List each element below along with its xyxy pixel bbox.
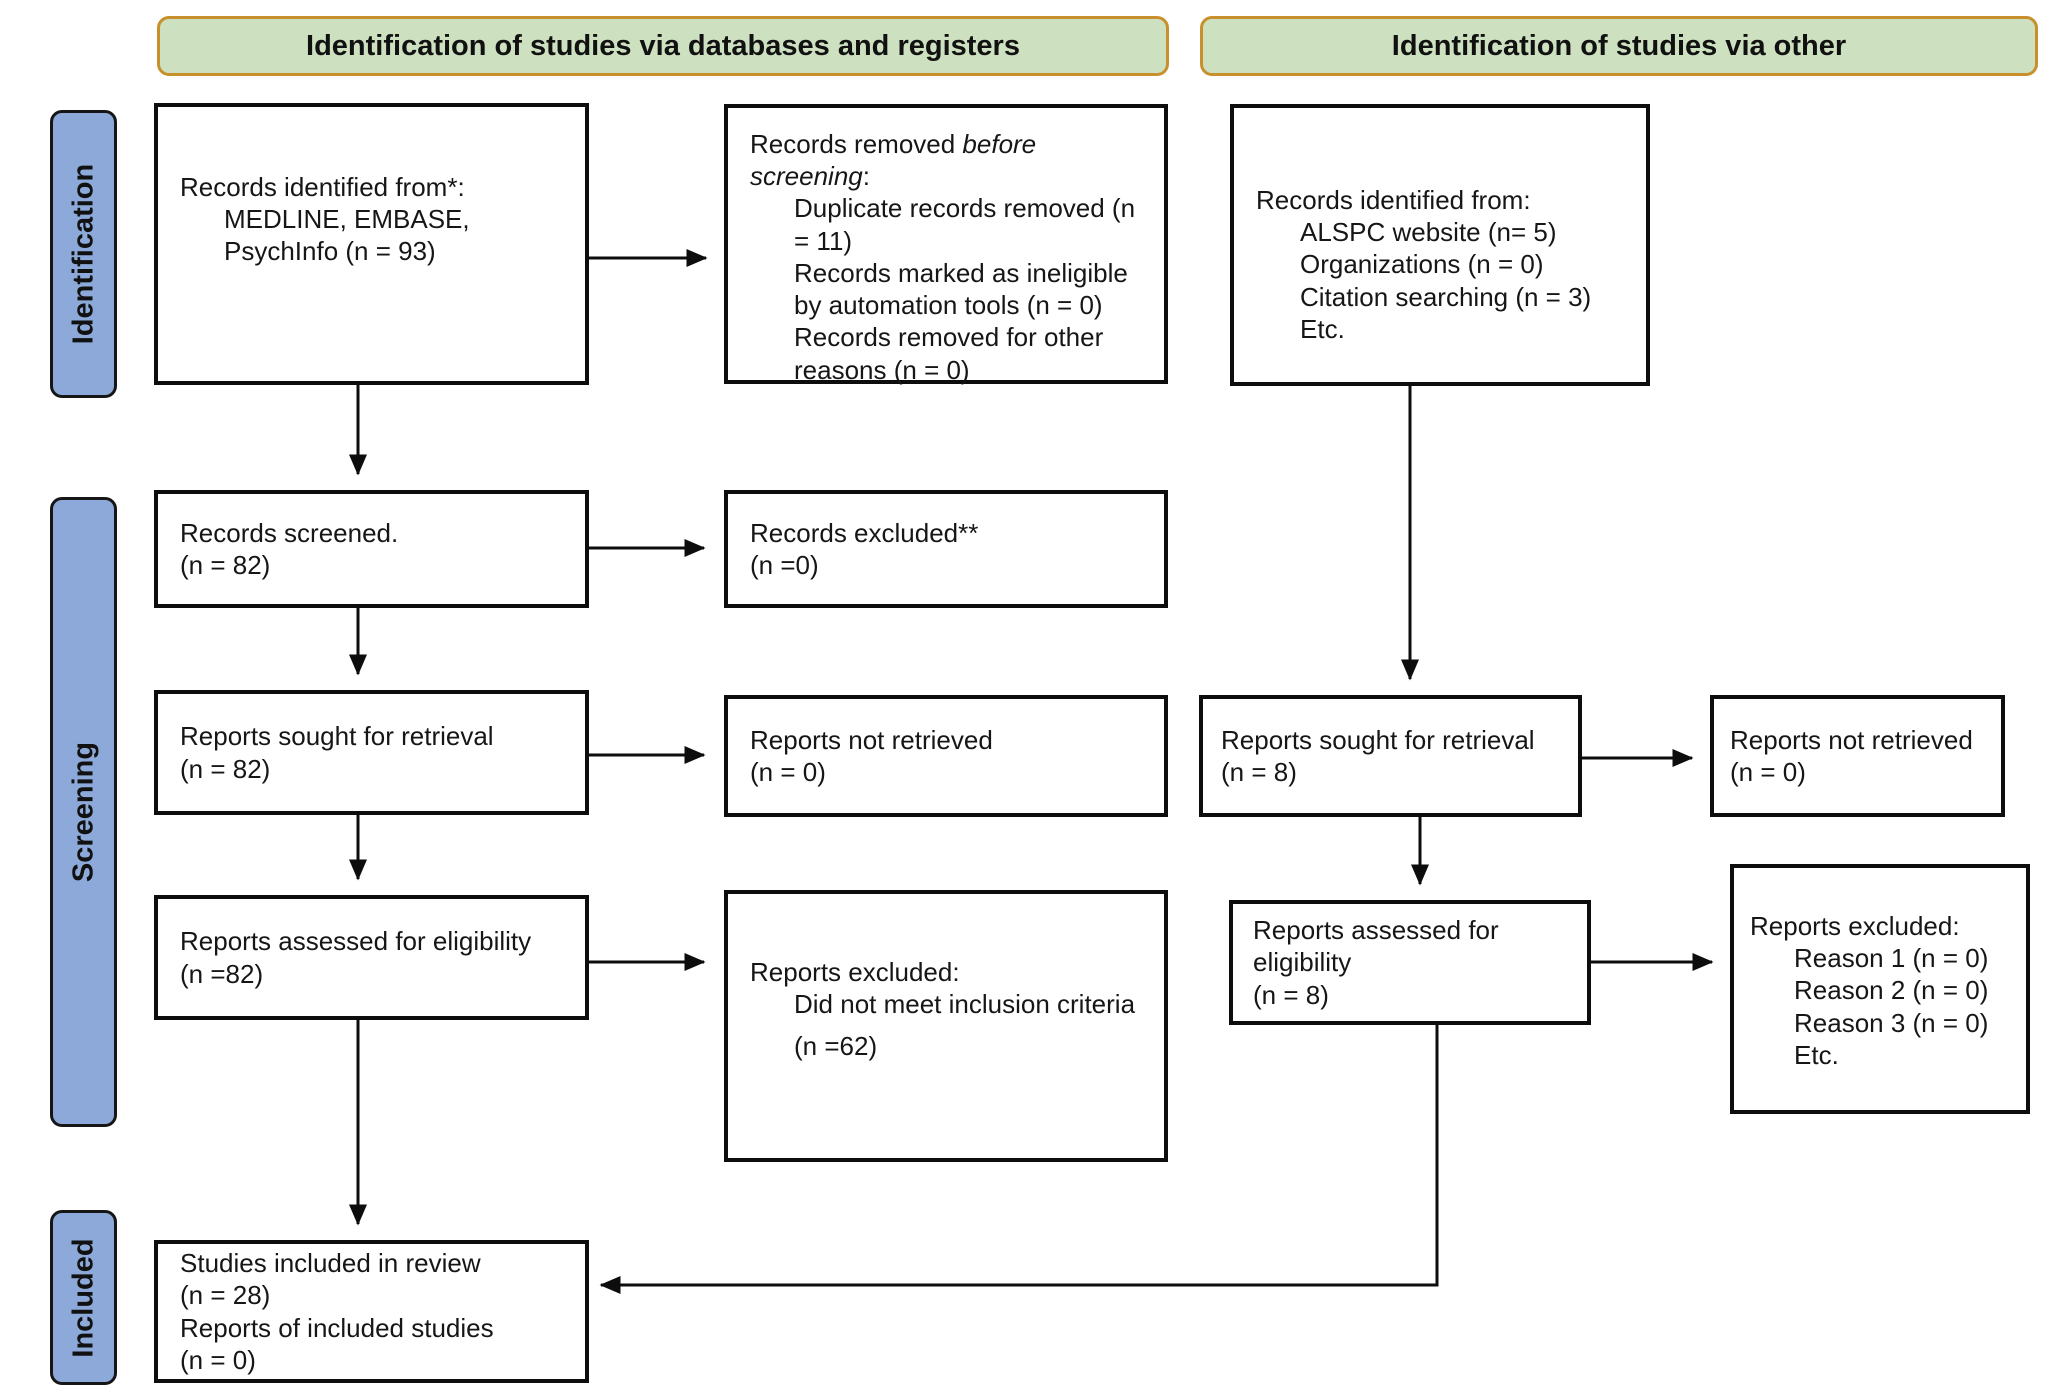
records-excluded-count: (n =0) — [750, 550, 819, 580]
records-identified-other-item: Citation searching (n = 3) — [1300, 281, 1592, 312]
stage-identification-label: Identification — [67, 163, 99, 345]
reports-not-retrieved-db-line: Reports not retrieved — [750, 724, 993, 755]
records-identified-db-line: Records identified from*: — [180, 172, 465, 202]
records-identified-db-item: MEDLINE, EMBASE, — [224, 204, 470, 235]
reports-assessed-other-line: Reports assessed for eligibility — [1253, 915, 1499, 978]
reports-excluded-other-item: Reason 1 (n = 0) — [1794, 943, 1989, 974]
stage-identification — [50, 110, 117, 398]
reports-not-retrieved-other-line: Reports not retrieved — [1730, 724, 1973, 755]
records-removed-item: Records removed for other reasons (n = 0) — [794, 322, 1104, 385]
box-records-removed — [724, 104, 1168, 384]
stage-included-label: Included — [67, 1237, 99, 1358]
box-records-excluded — [724, 490, 1168, 608]
reports-excluded-db-count: (n =62) — [794, 1031, 878, 1062]
records-identified-other-item: ALSPC website (n= 5) — [1300, 217, 1557, 248]
box-records-identified-db — [154, 103, 589, 385]
reports-sought-other-count: (n = 8) — [1221, 757, 1297, 787]
records-identified-other-item: Etc. — [1300, 313, 1345, 344]
box-reports-assessed-db — [154, 895, 589, 1020]
box-reports-excluded-db — [724, 890, 1168, 1162]
stage-included — [50, 1210, 117, 1385]
records-removed-heading: Records removed before screening: — [750, 129, 1037, 192]
box-reports-sought-db — [154, 690, 589, 815]
studies-included-line: Reports of included studies — [180, 1312, 494, 1343]
box-reports-excluded-other — [1730, 864, 2030, 1114]
records-identified-db-item: PsychInfo (n = 93) — [224, 236, 436, 267]
reports-excluded-other-item: Etc. — [1794, 1039, 1839, 1070]
reports-excluded-db-item: Did not meet inclusion criteria — [794, 989, 1136, 1020]
banner-databases-registers-label: Identification of studies via databases and registers — [306, 29, 1020, 62]
reports-excluded-other-heading: Reports excluded: — [1750, 911, 1960, 941]
stage-screening-label: Screening — [67, 741, 99, 883]
stage-screening — [50, 497, 117, 1127]
reports-assessed-db-count: (n =82) — [180, 958, 264, 989]
records-identified-other-item: Organizations (n = 0) — [1300, 249, 1544, 280]
reports-excluded-other-item: Reason 2 (n = 0) — [1794, 975, 1989, 1006]
banner-other-methods — [1200, 16, 2038, 76]
box-reports-not-retrieved-other — [1710, 695, 2005, 817]
banner-databases-registers — [157, 16, 1169, 76]
studies-included-count: (n = 28) — [180, 1280, 271, 1311]
reports-sought-other-line: Reports sought for retrieval — [1221, 724, 1535, 755]
records-screened-line: Records screened. — [180, 517, 399, 548]
records-excluded-line: Records excluded** — [750, 517, 979, 548]
studies-included-line: Studies included in review — [180, 1248, 481, 1279]
box-reports-assessed-other — [1229, 900, 1591, 1025]
banner-other-methods-label: Identification of studies via other — [1391, 29, 1847, 62]
box-reports-sought-other — [1199, 695, 1582, 817]
records-identified-other-line: Records identified from: — [1256, 185, 1531, 215]
records-removed-item: Records marked as ineligible by automation tools (n = 0) — [794, 257, 1128, 321]
reports-not-retrieved-db-count: (n = 0) — [750, 757, 826, 787]
reports-sought-db-count: (n = 82) — [180, 753, 271, 784]
reports-sought-db-line: Reports sought for retrieval — [180, 721, 494, 752]
records-screened-count: (n = 82) — [180, 550, 271, 580]
box-records-identified-other — [1230, 104, 1650, 386]
reports-excluded-other-item: Reason 3 (n = 0) — [1794, 1007, 1989, 1038]
studies-included-count: (n = 0) — [180, 1344, 256, 1375]
box-records-screened — [154, 490, 589, 608]
box-studies-included — [154, 1240, 589, 1383]
records-removed-item: Duplicate records removed (n = 11) — [794, 193, 1136, 256]
records-removed-heading-italic: before screening — [750, 129, 1037, 192]
reports-assessed-db-line: Reports assessed for eligibility — [180, 926, 532, 957]
reports-excluded-db-heading: Reports excluded: — [750, 957, 960, 987]
reports-assessed-other-count: (n = 8) — [1253, 979, 1329, 1010]
box-reports-not-retrieved-db — [724, 695, 1168, 817]
reports-not-retrieved-other-count: (n = 0) — [1730, 757, 1806, 787]
